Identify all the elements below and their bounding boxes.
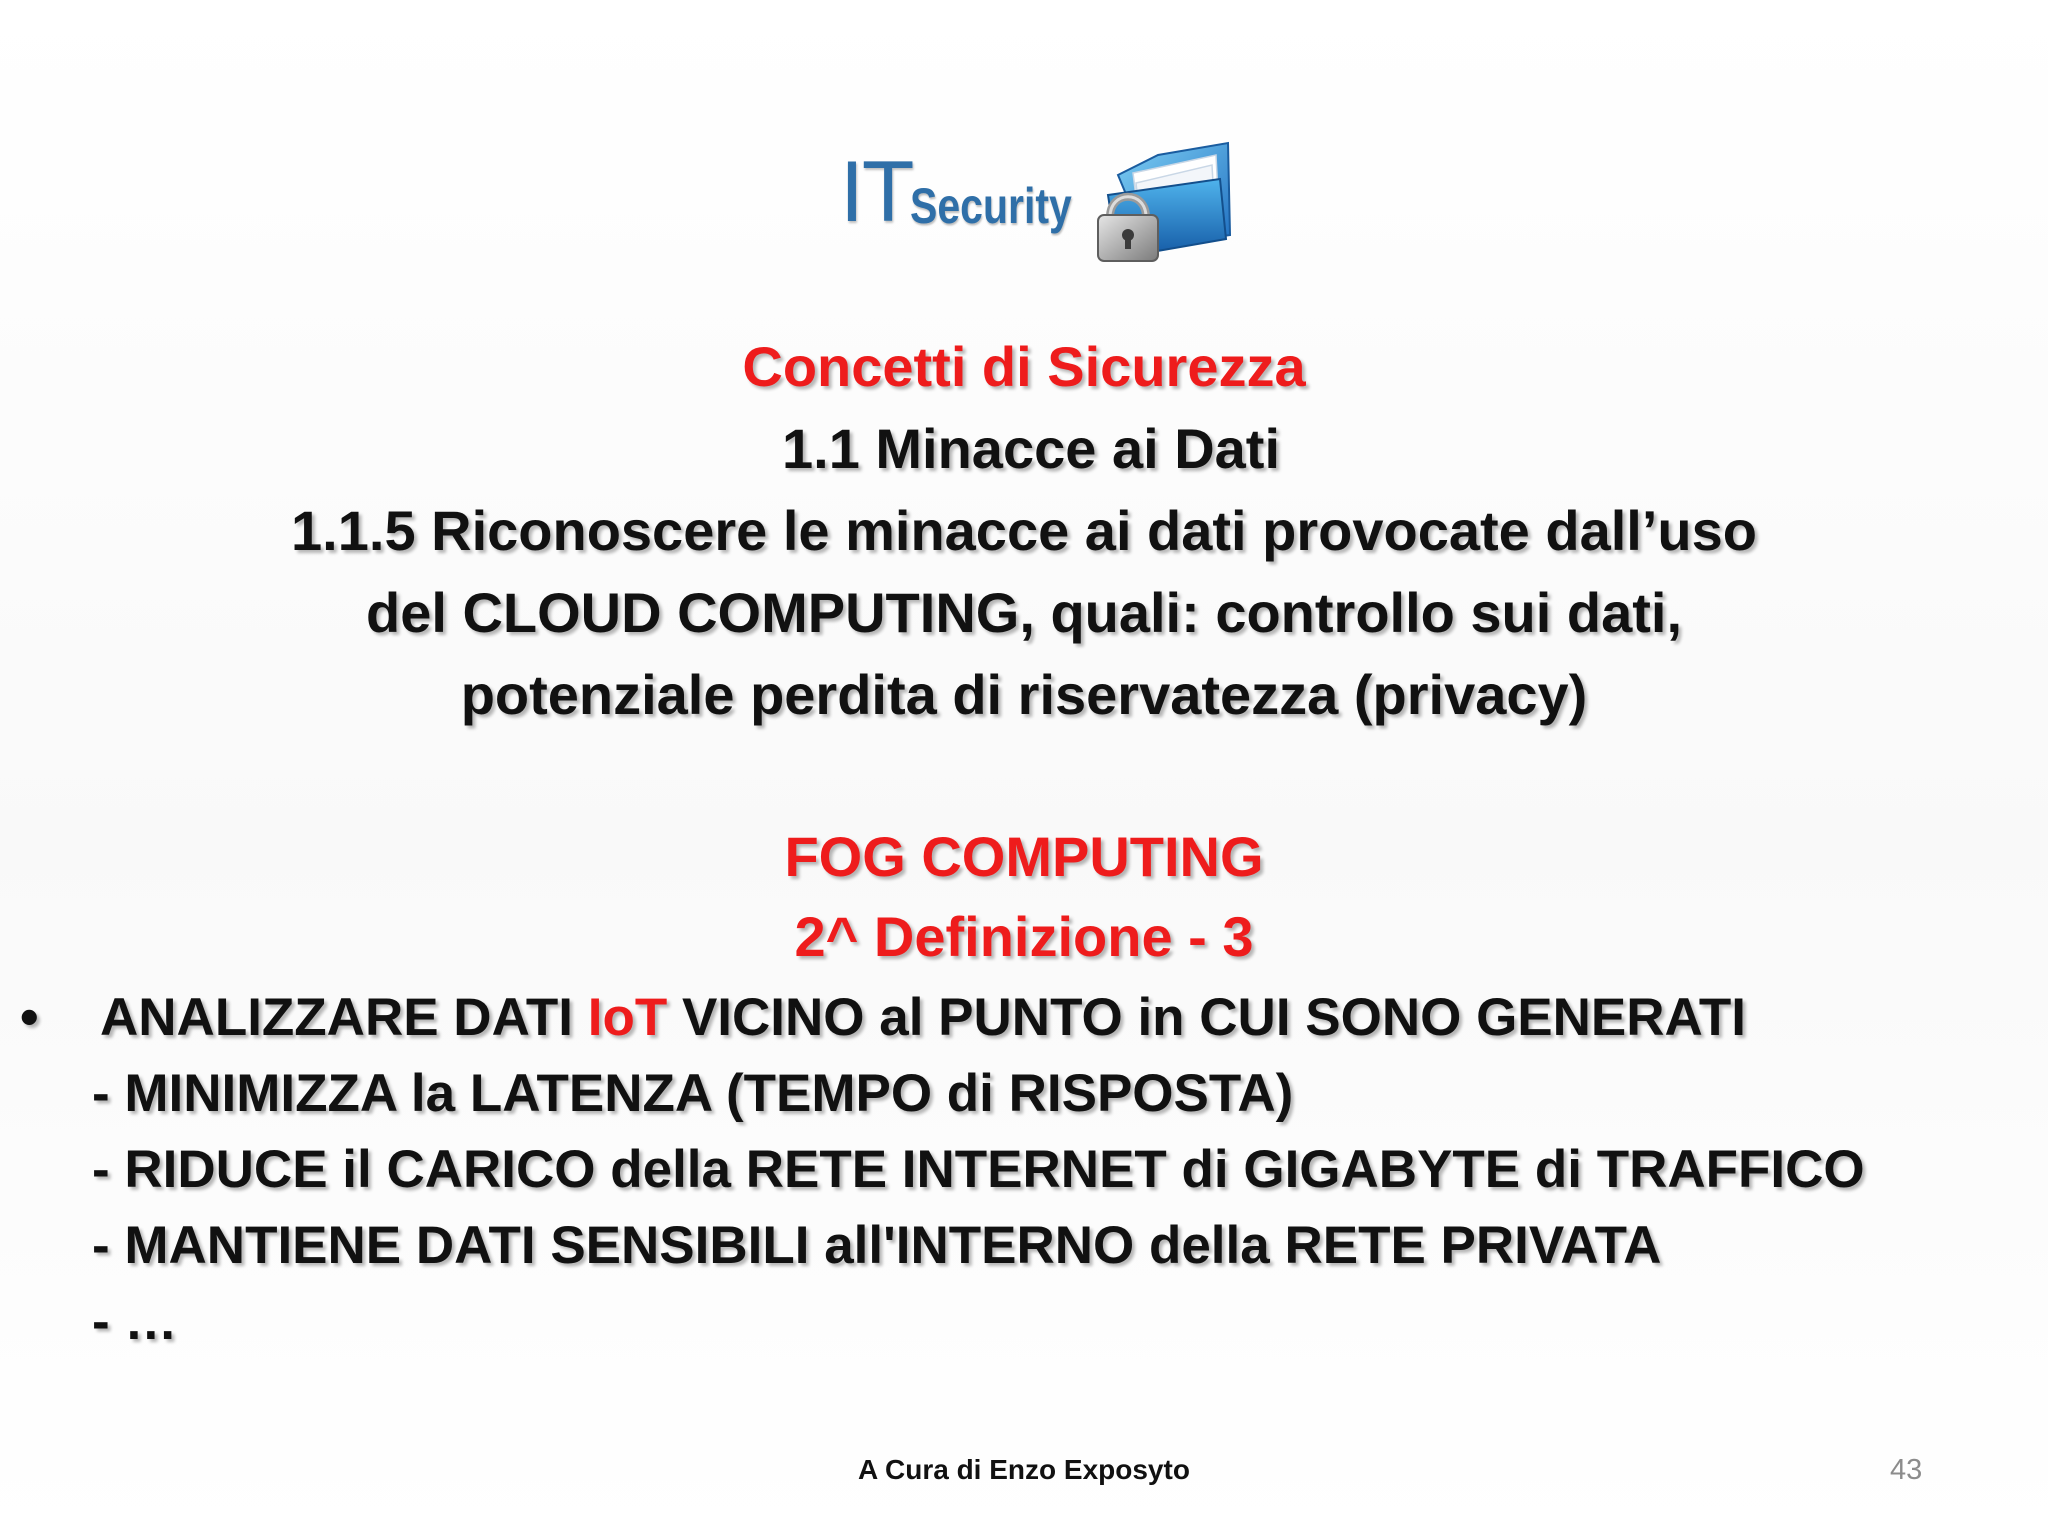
topic-subtitle: 2^ Definizione - 3 [794, 905, 1254, 968]
subsection-line-1: 1.1.5 Riconoscere le minacce ai dati provocate dall’uso [291, 499, 1757, 562]
bullet-text-after: VICINO al PUNTO in CUI SONO GENERATI [667, 988, 1746, 1047]
category-title: Concetti di Sicurezza [742, 335, 1306, 398]
sub-item-2: - RIDUCE il CARICO della RETE INTERNET di GIGABYTE di TRAFFICO [92, 1140, 1865, 1199]
bullet-highlight-iot: IoT [587, 988, 668, 1047]
sub-item-1: - MINIMIZZA la LATENZA (TEMPO di RISPOSTA) [92, 1064, 1294, 1123]
bullet-text-before: ANALIZZARE DATI [100, 988, 588, 1047]
sub-item-4: - … [92, 1292, 178, 1351]
topic-title: FOG COMPUTING [784, 825, 1264, 888]
bullet-item [20, 980, 1746, 1056]
sub-item-3: - MANTIENE DATI SENSIBILI all'INTERNO della RETE PRIVATA [92, 1216, 1662, 1275]
footer-author: A Cura di Enzo Exposyto [858, 1454, 1190, 1485]
page-number: 43 [1890, 1454, 1923, 1486]
section-title: 1.1 Minacce ai Dati [781, 417, 1280, 480]
bullet-marker: • [20, 988, 39, 1047]
subsection-line-3: potenziale perdita di riservatezza (privacy) [460, 663, 1588, 726]
logo-it-text: IT [840, 144, 913, 240]
subsection-line-2: del CLOUD COMPUTING, quali: controllo sui dati, [366, 581, 1682, 644]
logo-security-text: Security [910, 178, 1072, 234]
